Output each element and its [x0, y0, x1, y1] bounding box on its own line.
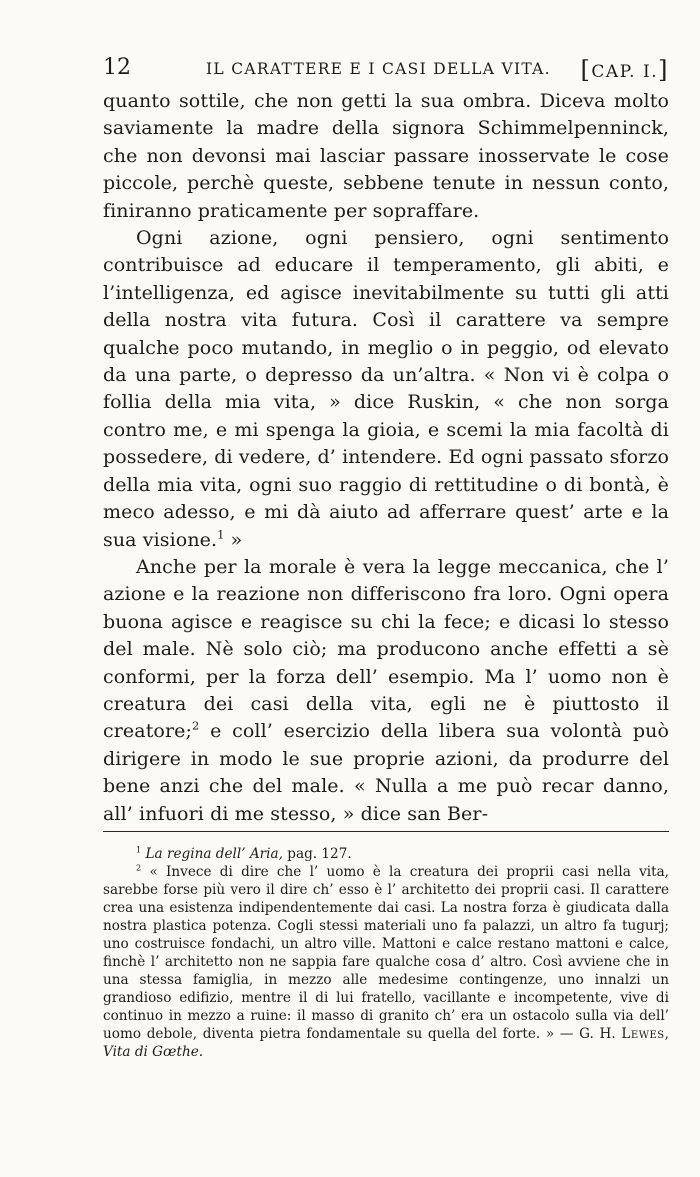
paragraph-2: [103, 225, 669, 554]
footnotes: [103, 845, 669, 1061]
paragraph-2-text: Ogni azione, ogni pensiero, ogni sentimento contribuisce ad educare il temperamento, gli abiti, e l’intelligenza, ed agisce inevitabilmente su tutti gli atti della nostra vita futura. Così il carattere va sempre qualche poco mutando, in meglio o in peggio, od elevato da una parte, o depresso da un’altra. « Non vi è colpa o follia della mia vita, » dice Ruskin, « che non sorga contro me, e mi spenga la gioia, e scemi la mia facoltà di possedere, di vedere, d’ intendere. Ed ogni passato sforzo della mia vita, ogni suo raggio di rettitudine o di bontà, è meco adesso, e mi dà aiuto ad afferrare quest’ arte e la sua visione.: [103, 227, 669, 551]
chapter-text: CAP. I.: [591, 62, 659, 82]
footnote-ref-1: 1: [217, 527, 225, 542]
main-text: [103, 88, 669, 828]
footnote-1: [103, 845, 669, 863]
footnote-1-rest: pag. 127.: [282, 846, 352, 862]
footnote-2-author: Lewes: [621, 1026, 665, 1042]
paragraph-1: quanto sottile, che non getti la sua ombra. Diceva molto saviamente la madre della signora Schimmelpenninck, che non devonsi mai lasciar passare inosservate le cose piccole, perchè queste, sebbene tenute in nessun conto, finiranno praticamente per sopraffare.: [103, 90, 669, 222]
footnote-1-mark: 1: [136, 844, 142, 855]
footnote-2-text: « Invece di dire che l’ uomo è la creatura dei proprii casi nella vita, sarebbe forse più vero il dire ch’ esso è l’ architetto dei proprii casi. Il carattere crea una esistenza indipendentemente dai casi. La nostra forza è giudicata dalla nostra plastica potenza. Cogli stessi materiali uno fa palazzi, un altro fa tugurj; uno costruisce fondachi, un altro ville. Mattoni e calce restano mattoni e calce, finchè l’ architetto non ne sappia fare qualche cosa d’ altro. Così avviene che in una stessa famiglia, in mezzo alle medesime contingenze, uno innalzi un grandioso edifizio, mentre il di lui fratello, vacillante e incompetente, vive di continuo in mezzo a ruine: il masso di granito ch’ era un ostacolo sulla via dell’ uomo debole, diventa pietra fondamentale su quella del forte. » — G. H.: [103, 864, 669, 1042]
footnote-ref-2: 2: [192, 719, 200, 734]
page-number: 12: [103, 55, 131, 80]
paragraph-2-end: »: [224, 528, 243, 551]
paragraph-3-text-b: e coll’ esercizio della libera sua volontà può dirigere in modo le sue proprie azioni, da produrre del bene anzi che del male. « Nulla a me può recar danno, all’ infuori di me stesso, » dice san Ber-: [103, 720, 669, 825]
paragraph-3-text-a: Anche per la morale è vera la legge meccanica, che l’ azione e la reazione non differiscono fra loro. Ogni opera buona agisce e reagisce su chi la fece; e dicasi lo stesso del male. Nè solo ciò; ma producono anche effetti a sè conformi, per la forza dell’ esempio. Ma l’ uomo non è creatura dei casi della vita, egli ne è piuttosto il creatore;: [103, 555, 669, 743]
footnote-2-sep: ,: [664, 1026, 669, 1042]
running-title: IL CARATTERE E I CASI DELLA VITA.: [206, 60, 551, 78]
footnote-2: [103, 863, 669, 1061]
running-header: [103, 53, 669, 85]
footnote-1-title: La regina dell’ Aria,: [145, 846, 283, 862]
footnote-divider: [103, 831, 669, 832]
paragraph-3: [103, 554, 669, 828]
footnote-2-mark: 2: [136, 862, 142, 873]
footnote-2-work: Vita di Gœthe.: [103, 1044, 204, 1060]
chapter-label: [CAP. I.]: [580, 56, 669, 84]
